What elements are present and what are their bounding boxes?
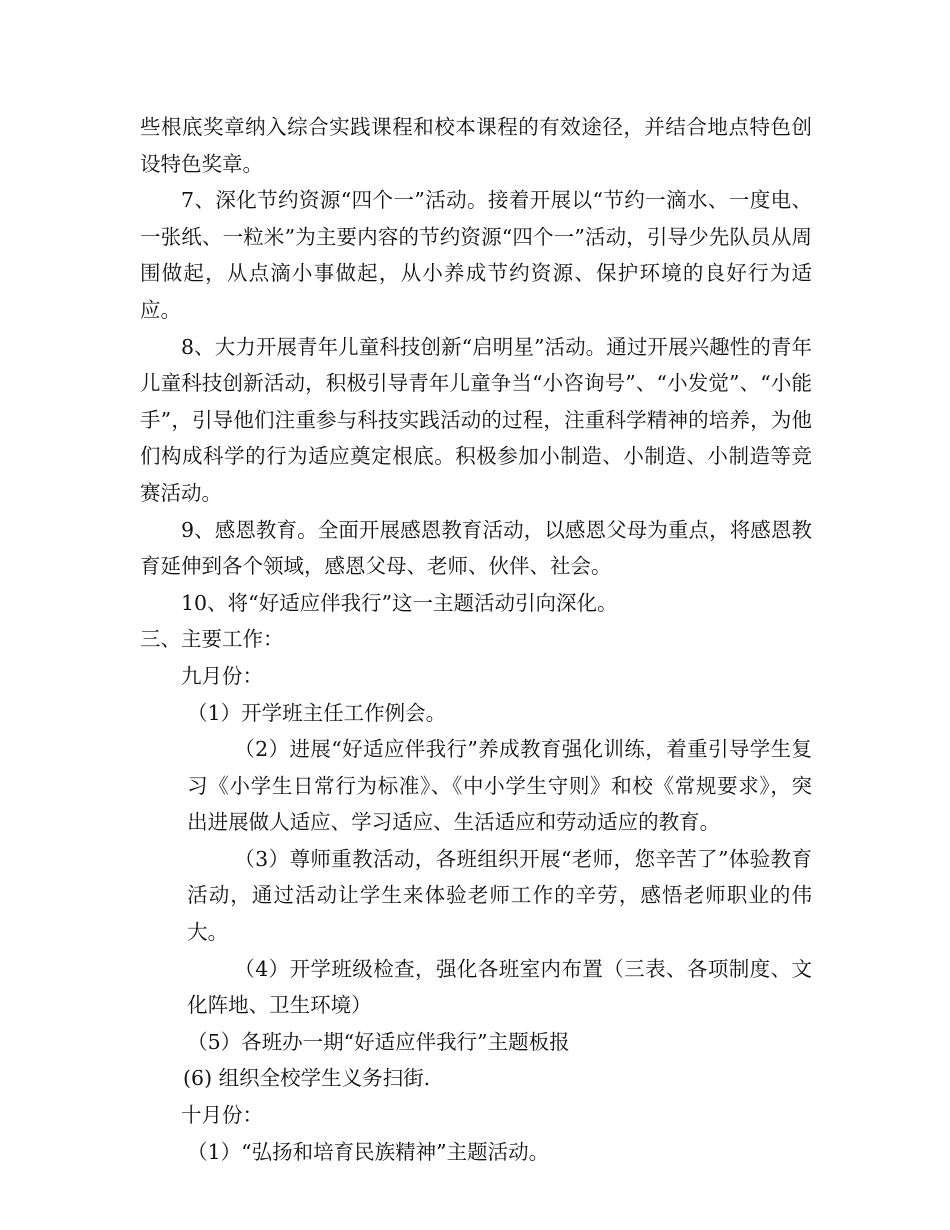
september-item-4: （4）开学班级检查，强化各班室内布置（三表、各项制度、文化阵地、卫生环境） <box>187 956 812 1018</box>
september-item-1: （1）开学班主任工作例会。 <box>187 700 447 725</box>
september-item-6: (6) 组织全校学生义务扫街. <box>183 1066 431 1091</box>
paragraph-item-9: 9、感恩教育。全面开展感恩教育活动，以感恩父母为重点，将感恩教育延伸到各个领域，感恩父母、老师、伙伴、社会。 <box>140 517 812 579</box>
september-item-5: （5）各班办一期“好适应伴我行”主题板报 <box>187 1029 570 1054</box>
section-heading-main-work: 三、主要工作： <box>140 627 284 652</box>
september-item-3: （3）尊师重教活动，各班组织开展“老师，您辛苦了”体验教育活动，通过活动让学生来体验老师工作的辛劳，感悟老师职业的伟大。 <box>187 846 812 945</box>
document-body <box>140 109 812 1170</box>
paragraph-item-8: 8、大力开展青年儿童科技创新“启明星”活动。通过开展兴趣性的青年儿童科技创新活动，积极引导青年儿童争当“小咨询号”、“小发觉”、“小能手”，引导他们注重参与科技实践活动的过程，注重科学精神的培养，为他们构成科学的行为适应奠定根底。积极参加小制造、小制造、小制造等竞赛活动。 <box>140 334 812 505</box>
paragraph-item-10: 10、将“好适应伴我行”这一主题活动引向深化。 <box>181 590 618 615</box>
october-item-1: （1）“弘扬和培育民族精神”主题活动。 <box>187 1139 550 1164</box>
september-item-2: （2）进展“好适应伴我行”养成教育强化训练，着重引导学生复习《小学生日常行为标准》、《中小学生守则》和校《常规要求》，突出进展做人适应、学习适应、生活适应和劳动适应的教育。 <box>187 737 812 835</box>
paragraph-badge-curriculum: 些根底奖章纳入综合实践课程和校本课程的有效途径，并结合地点特色创设特色奖章。 <box>140 115 812 176</box>
paragraph-item-7: 7、深化节约资源“四个一”活动。接着开展以“节约一滴水、一度电、一张纸、一粒米”为主要内容的节约资源“四个一”活动，引导少先队员从周围做起，从点滴小事做起，从小养成节约资源、保护环境的良好行为适应。 <box>140 188 812 322</box>
month-heading-october: 十月份： <box>181 1103 263 1128</box>
month-heading-september: 九月份： <box>181 663 263 688</box>
